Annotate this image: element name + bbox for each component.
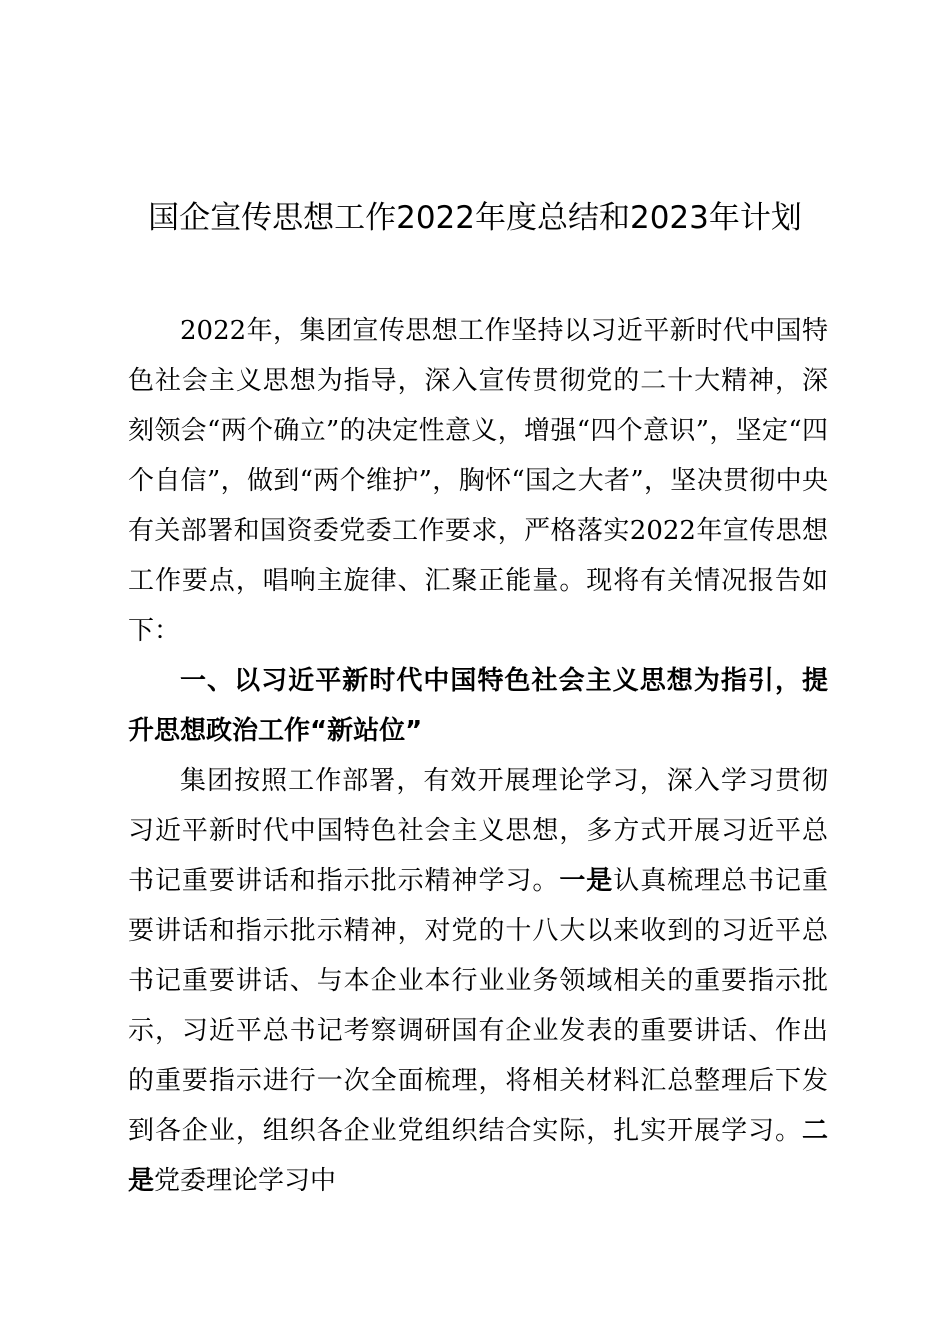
section-1-paragraph [128,756,828,1206]
paragraph-text: 认真梳理总书记重要讲话和指示批示精神，对党的十八大以来收到的习近平总书记重要讲话、与本企业本行业业务领域相关的重要指示批示，习近平总书记考察调研国有企业发表的重要讲话、作出的重要指示进行一次全面梳理，将相关材料汇总整理后下发到各企业，组织各企业党组织结合实际，扎实开展学习。 [128,866,828,1146]
intro-paragraph: 2022年，集团宣传思想工作坚持以习近平新时代中国特色社会主义思想为指导，深入宣传贯彻党的二十大精神，深刻领会“两个确立”的决定性意义，增强“四个意识”，坚定“四个自信”，做到“两个维护”，胸怀“国之大者”，坚决贯彻中央有关部署和国资委党委工作要求，严格落实2022年宣传思想工作要点，唱响主旋律、汇聚正能量。现将有关情况报告如下： [128,316,828,646]
paragraph-text: 党委理论学习中 [154,1166,337,1196]
enumeration-marker-2: 二是 [128,1116,828,1196]
enumeration-marker-1: 一是 [559,866,614,896]
document-title: 国企宣传思想工作2022年度总结和2023年计划 [148,200,802,236]
section-1-heading: 一、以习近平新时代中国特色社会主义思想为指引，提升思想政治工作“新站位” [128,666,828,746]
paragraph-text: 集团按照工作部署，有效开展理论学习，深入学习贯彻习近平新时代中国特色社会主义思想，多方式开展习近平总书记重要讲话和指示批示精神学习。 [128,766,828,896]
